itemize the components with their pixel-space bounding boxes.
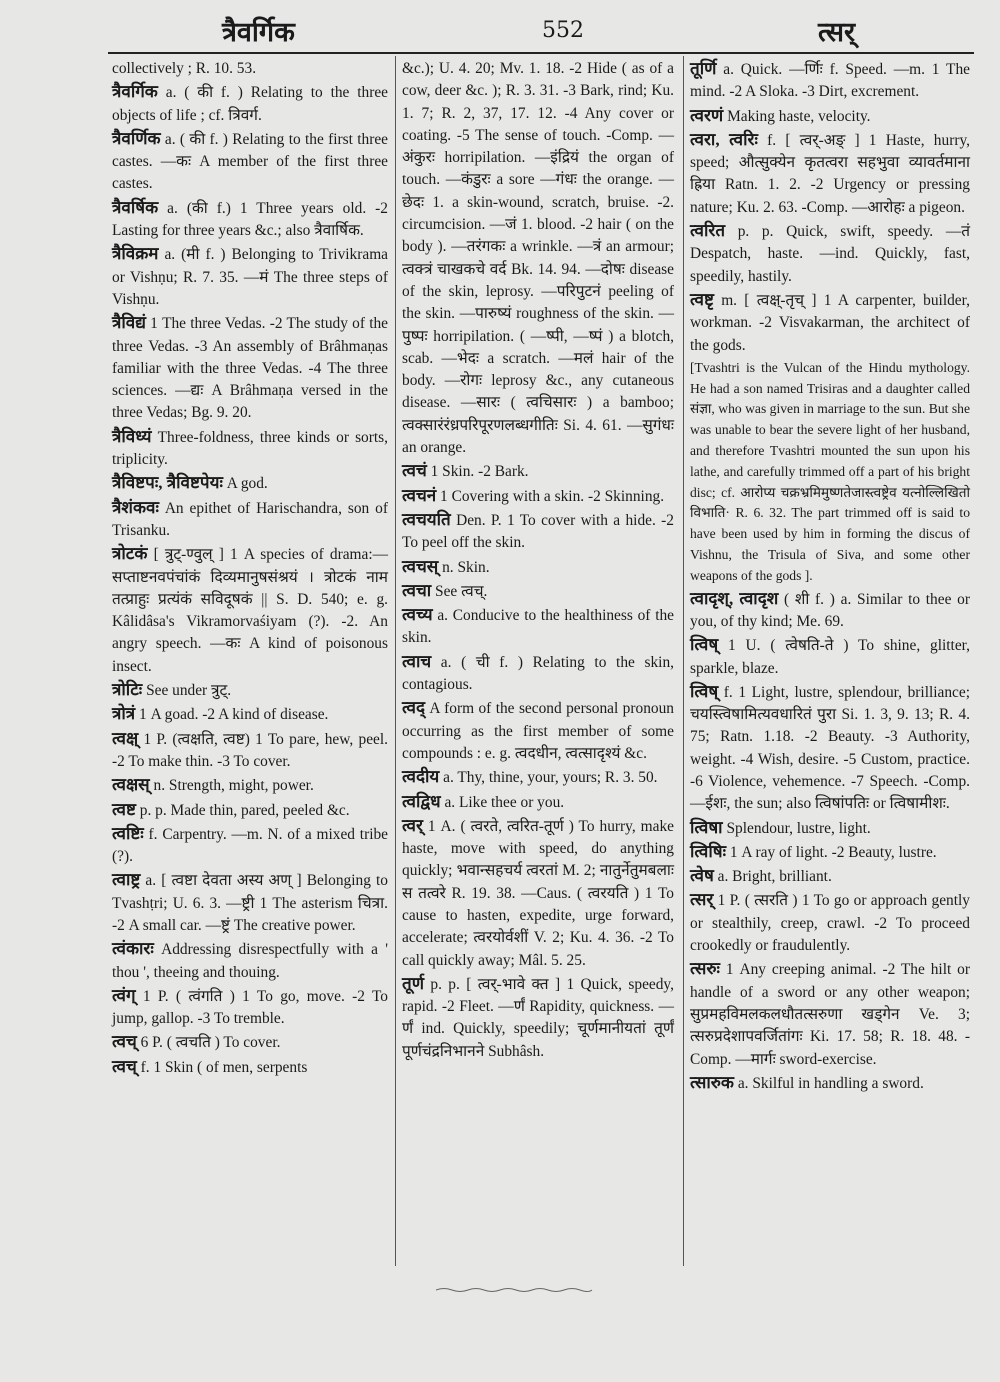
entry-definition: 1 Covering with a skin. -2 Skinning.: [440, 487, 665, 505]
dictionary-entry: [402, 791, 674, 814]
entry-definition: n. Skin.: [442, 558, 490, 576]
dictionary-entry: [112, 312, 388, 424]
entry-headword: त्वच्: [112, 1056, 137, 1076]
entry-headword: त्वक्ष्: [112, 728, 139, 748]
column-divider: [683, 56, 684, 1266]
entry-definition: n. Strength, might, power.: [153, 777, 314, 795]
entry-headword: तूर्णि: [690, 59, 717, 78]
dictionary-entry: [690, 681, 970, 816]
entry-definition: [Tvashtri is the Vulcan of the Hindu mythology. He had a son named Trisiras and a daughter called संज्ञा, who was given in marriage to the sun. But she was unable to bear the severe light of her husband, and therefore Tvashtri mounted the sun upon his lathe, and carefully trimmed off a part of his bright disc; cf. आरोप्य चक्रभ्रमिमुष्णतेजास्त्वष्ट्रेव यत्नोल्लिखितो विभाति· R. 6. 32. The part trimmed off is said to have been used by him in forming the discus of Vishnu, the Trisula of Siva, and some other weapons of the gods ].: [690, 359, 970, 583]
entry-definition: 1 P. ( त्सरति ) 1 To go or approach gently or stealthily, creep, crawl. -2 To proceed crookedly or fraudulently.: [690, 892, 970, 955]
entry-headword: त्विष्: [690, 681, 719, 701]
entry-headword: त्विषिः: [690, 841, 727, 861]
entry-headword: त्विषा: [690, 817, 723, 837]
entry-headword: त्विष्: [690, 635, 719, 655]
dictionary-entry: [112, 81, 388, 127]
dictionary-entry: [690, 289, 970, 357]
dictionary-entry: [402, 58, 674, 459]
dictionary-entry: [402, 651, 674, 697]
entry-headword: त्रोटिः: [112, 680, 143, 700]
entry-definition: A form of the second personal pronoun occurring as the first member of some compounds : e. g. त्वदधीन, त्वत्सादृश्यं &c.: [402, 700, 674, 762]
dictionary-entry: [402, 460, 674, 483]
entry-definition: m. [ त्वक्ष्-तृच् ] 1 A carpenter, builder, workman. -2 Visvakarman, the architect of the gods.: [690, 291, 970, 354]
entry-headword: त्सर्: [690, 890, 714, 910]
entry-headword: त्वच्: [112, 1032, 137, 1052]
dictionary-entry: [690, 865, 970, 888]
left-running-headword: त्रैवर्गिक: [222, 17, 295, 48]
dictionary-entry: [112, 426, 388, 472]
dictionary-entry: [402, 697, 674, 765]
dictionary-entry: [402, 509, 674, 555]
dictionary-entry: [690, 958, 970, 1070]
dictionary-entry: [402, 485, 674, 508]
entry-definition: 6 P. ( त्वचति ) To cover.: [140, 1034, 281, 1052]
entry-definition: An epithet of Harischandra, son of Trisanku.: [112, 499, 388, 539]
page-number: 552: [542, 18, 584, 43]
entry-headword: त्वचयति: [402, 509, 451, 529]
dictionary-entry: [112, 799, 388, 822]
entry-headword: त्वर्: [402, 815, 423, 835]
dictionary-entry: [112, 543, 388, 678]
entry-definition: Making haste, velocity.: [727, 107, 871, 125]
entry-definition: a. Skilful in handling a sword.: [737, 1074, 924, 1092]
dictionary-entry: [690, 220, 970, 288]
entry-headword: त्रैवर्णिक: [112, 128, 161, 148]
entry-definition: f. [ त्वर्-अङ् ] 1 Haste, hurry, speed; औत्सुक्येन कृतत्वरा सहभुवा व्यावर्तमाना ह्रिया Ratn. 1. 2. -2 Urgency or pressing nature; Ku. 2. 63. -Comp. —आरोहः a pigeon.: [690, 131, 970, 216]
entry-definition: Addressing disrespectfully with a ' thou ', theeing and thouing.: [112, 941, 388, 981]
entry-definition: See under त्रुट्.: [146, 682, 232, 700]
dictionary-entry: [402, 604, 674, 650]
entry-definition: a. Conducive to the healthiness of the skin.: [402, 607, 674, 647]
dictionary-entry: [690, 634, 970, 680]
entry-headword: त्रैविद्यं: [112, 313, 146, 333]
dictionary-entry: [112, 938, 388, 984]
dictionary-entry: [112, 774, 388, 797]
dictionary-entry: [690, 817, 970, 840]
entry-headword: त्वचनं: [402, 485, 437, 505]
dictionary-entry: [690, 1072, 970, 1095]
entry-headword: त्वादृश्, त्वादृश: [690, 588, 779, 608]
bottom-ornament: [434, 1287, 594, 1293]
entry-definition: 1 A ray of light. -2 Beauty, lustre.: [729, 843, 937, 861]
column-right: [690, 58, 970, 1096]
entry-definition: Three-foldness, three kinds or sorts, triplicity.: [112, 428, 388, 469]
dictionary-entry: [112, 1031, 388, 1054]
entry-headword: त्रैवर्षिक: [112, 197, 159, 217]
entry-headword: त्रैविक्रम: [112, 244, 159, 264]
dictionary-entry: [402, 766, 674, 789]
entry-definition: 1 Any creeping animal. -2 The hilt or handle of a sword or any other weapon; सुप्रमहविमलकलधौतत्सरुणा खड्गेन Ve. 3; त्सरुप्रदेशापवर्जितांगः Ki. 17. 58; R. 18. 48. -Comp. —मार्गः sword-exercise.: [690, 961, 970, 1068]
entry-headword: त्वचस्: [402, 556, 439, 576]
entry-definition: a. ( ची f. ) Relating to the skin, contagious.: [402, 653, 674, 694]
entry-definition: Den. P. 1 To cover with a hide. -2 To peel off the skin.: [402, 511, 674, 552]
entry-definition: 1 The three Vedas. -2 The study of the three Vedas. -3 An assembly of Brâhmaṇas familiar with the three Vedas. -4 The three sciences. —द्यः A Brâhmaṇa versed in the three Vedas; Bg. 9. 20.: [112, 315, 388, 422]
dictionary-entry: [112, 497, 388, 543]
entry-headword: त्वंग्: [112, 985, 136, 1005]
entry-definition: 1 U. ( त्वेषति-ते ) To shine, glitter, sparkle, blaze.: [690, 637, 971, 677]
entry-headword: त्रैविध्यं: [112, 426, 152, 446]
entry-headword: त्वद्विध: [402, 791, 441, 811]
entry-definition: 1 P. ( त्वंगति ) 1 To go, move. -2 To jump, gallop. -3 To tremble.: [112, 987, 388, 1028]
dictionary-entry: [112, 679, 388, 702]
entry-definition: collectively ; R. 10. 53.: [112, 60, 257, 77]
entry-headword: त्वष्टिः: [112, 823, 144, 843]
entry-definition: 1 A goad. -2 A kind of disease.: [139, 706, 329, 724]
entry-definition: ( शी f. ) a. Similar to thee or you, of thy kind; Me. 69.: [690, 590, 970, 630]
entry-definition: a. Thy, thine, your, yours; R. 3. 50.: [443, 769, 658, 787]
entry-definition: f. 1 Skin ( of men, serpents: [140, 1058, 308, 1076]
dictionary-entry: [690, 58, 970, 104]
dictionary-entry: [112, 58, 388, 80]
entry-definition: p. p. Made thin, pared, peeled &c.: [139, 801, 350, 819]
dictionary-entry: [402, 815, 674, 972]
entry-headword: तूर्ण: [402, 973, 424, 993]
entry-definition: a. (की f.) 1 Three years old. -2 Lasting for three years &c.; also त्रैवार्षिक.: [112, 199, 388, 240]
dictionary-entry: [112, 243, 388, 311]
entry-definition: 1 Skin. -2 Bark.: [430, 463, 529, 481]
entry-headword: त्वष्ट: [112, 799, 136, 819]
entry-definition: a. Like thee or you.: [444, 793, 565, 811]
dictionary-entry: [112, 985, 388, 1031]
entry-definition: &c.); U. 4. 20; Mv. 1. 18. -2 Hide ( as of a cow, deer &c. ); R. 3. 31. -3 Bark, rind; Ku. 1. 7; R. 2, 37, 17. 12. -4 Any cover or coating. -5 The sense of touch. -Comp. —अंकुरः horripilation. —इंद्रियं the organ of touch. —कंडुरः a sore —गंधः the orange. —छेदः 1. a skin-wound, scratch, bruise. -2. circumcision. —जं 1. blood. -2 hair ( on the body ). —तरंगकः a wrinkle. —त्रं an armour; त्वक्त्रं चाखकचे वर्द Bk. 14. 94. —दोषः disease of the skin, leprosy. —परिपुटनं peeling of the skin. —पारुष्यं roughness of the skin. —पुष्पः horripilation. ( —ष्पी, —ष्पं ) a blotch, scab. —भेदः a scratch. —मलं hair of the body. —रोगः leprosy &c., any cutaneous disease. —सारः ( त्वचिसारः ) a bamboo; त्वक्सारंरंध्रपरिपूरणलब्धगीतिः Si. 4. 61. —सुगंधः an orange.: [402, 60, 674, 457]
entry-headword: त्वदीय: [402, 767, 440, 787]
entry-definition: a. Bright, brilliant.: [717, 868, 832, 886]
entry-definition: p. p. Quick, swift, speedy. —तं Despatch, haste. —ind. Quickly, fast, speedily, hastily.: [690, 223, 970, 285]
entry-headword: त्वष्टृ: [690, 289, 714, 309]
entry-headword: त्वच्य: [402, 605, 433, 625]
entry-definition: a. ( की f. ) Relating to the first three castes. —कः A member of the first three castes.: [112, 130, 388, 193]
entry-headword: त्रैवर्गिक: [112, 82, 158, 102]
entry-headword: त्वेष: [690, 866, 714, 886]
entry-definition: a. (मी f. ) Belonging to Trivikrama or Vishṇu; R. 7. 35. —मं The three steps of Vishṇu.: [112, 246, 388, 308]
dictionary-entry: [690, 841, 970, 864]
header-rule: [108, 52, 974, 54]
right-running-headword: त्सर्: [818, 17, 856, 48]
entry-headword: त्वरा, त्वरिः: [690, 129, 758, 149]
dictionary-entry: [690, 588, 970, 634]
dictionary-entry: [112, 128, 388, 196]
entry-definition: p. p. [ त्वर्-भावे क्त ] 1 Quick, speedy, rapid. -2 Fleet. —र्णं Rapidity, quickness. —र्णं ind. Quickly, speedily; चूर्णमानीयतां तूर्णं पूर्णचंद्रनिभानने Subhâsh.: [402, 975, 674, 1060]
dictionary-entry: [690, 105, 970, 128]
column-left: [112, 58, 388, 1080]
entry-headword: त्वाष्ट्र: [112, 870, 141, 890]
entry-definition: [ त्रुट्-ण्वुल् ] 1 A species of drama:—सप्ताष्टनवपंचांकं दिव्यमानुषसंश्रयं । त्रोटकं नाम तत्प्राहुः प्रत्यंकं सविदूषकं || S. D. 540; e. g. Kâlidâsa's Vikramorvaśiyam (?). -2. An angry speech. —कः A kind of poisonous insect.: [112, 546, 388, 675]
entry-definition: a. [ त्वष्टा देवता अस्य अण् ] Belonging to Tvashṭri; U. 6. 3. —ष्ट्री 1 The asterism चित्रा. -2 A small car. —ष्ट्रं The creative power.: [112, 872, 388, 934]
dictionary-entry: [112, 823, 388, 869]
dictionary-entry: [112, 703, 388, 726]
dictionary-entry: [112, 869, 388, 937]
entry-definition: a. Quick. —र्णिः f. Speed. —m. 1 The mind. -2 A Sloka. -3 Dirt, excrement.: [690, 61, 970, 101]
entry-headword: त्वचा: [402, 580, 432, 600]
dictionary-entry: [112, 197, 388, 243]
column-middle: [402, 58, 674, 1064]
entry-definition: See त्वच्.: [435, 582, 488, 600]
entry-headword: त्वरित: [690, 221, 726, 241]
dictionary-entry: [402, 556, 674, 579]
dictionary-entry: [690, 129, 970, 219]
entry-definition: Splendour, lustre, light.: [726, 819, 871, 837]
entry-note: [690, 358, 970, 587]
entry-headword: त्वक्षस्: [112, 775, 150, 795]
dictionary-entry: [112, 1056, 388, 1079]
entry-headword: त्सारुक: [690, 1072, 734, 1092]
entry-definition: a. ( की f. ) Relating to the three objects of life ; cf. त्रिवर्ग.: [112, 84, 388, 124]
entry-headword: त्रैविष्टपः, त्रैविष्टपेयः: [112, 473, 223, 493]
column-divider: [395, 56, 396, 1266]
entry-definition: f. 1 Light, lustre, splendour, brilliance; चयस्त्विषामित्यवधारितं पुरा Si. 1. 3, 9. 13; R. 4. 75; Ratn. 1.18. -2 Beauty. -3 Authority, weight. -4 Wish, desire. -5 Custom, practice. -6 Violence, vehemence. -7 Speech. -Comp. —ईशः, the sun; also त्विषांपतिः or त्विषामीशः.: [690, 683, 970, 813]
entry-definition: 1 P. (त्वक्षति, त्वष्ट) 1 To pare, hew, peel. -2 To make thin. -3 To cover.: [112, 730, 388, 770]
dictionary-entry: [112, 728, 388, 774]
entry-headword: त्रोटकं: [112, 544, 148, 564]
entry-headword: त्वद्: [402, 698, 425, 718]
entry-headword: त्रैशंकवः: [112, 497, 159, 517]
entry-headword: त्वचं: [402, 461, 427, 481]
entry-headword: त्वरणं: [690, 105, 724, 125]
entry-headword: त्वंकारः: [112, 939, 154, 959]
entry-headword: त्वाच: [402, 651, 432, 671]
entry-headword: त्सरुः: [690, 959, 720, 979]
dictionary-entry: [690, 889, 970, 957]
entry-definition: 1 A. ( त्वरते, त्वरित-तूर्ण ) To hurry, make haste, move with speed, do anything quickly; भवान्सहचर्य त्वरतां M. 2; नातुर्नेतुमबलाः स तत्वरे R. 19. 38. —Caus. ( त्वरयति ) 1 To cause to hasten, expedite, urge forward, accelerate; त्वरयोर्वशीं V. 2; Ku. 4. 36. -2 To call quickly away; Mâl. 5. 25.: [402, 817, 674, 969]
dictionary-entry: [402, 580, 674, 603]
dictionary-entry: [402, 973, 674, 1063]
entry-headword: त्रोत्रं: [112, 704, 136, 724]
dictionary-entry: [112, 472, 388, 495]
entry-definition: A god.: [226, 475, 268, 493]
entry-definition: f. Carpentry. —m. N. of a mixed tribe (?).: [112, 825, 388, 866]
